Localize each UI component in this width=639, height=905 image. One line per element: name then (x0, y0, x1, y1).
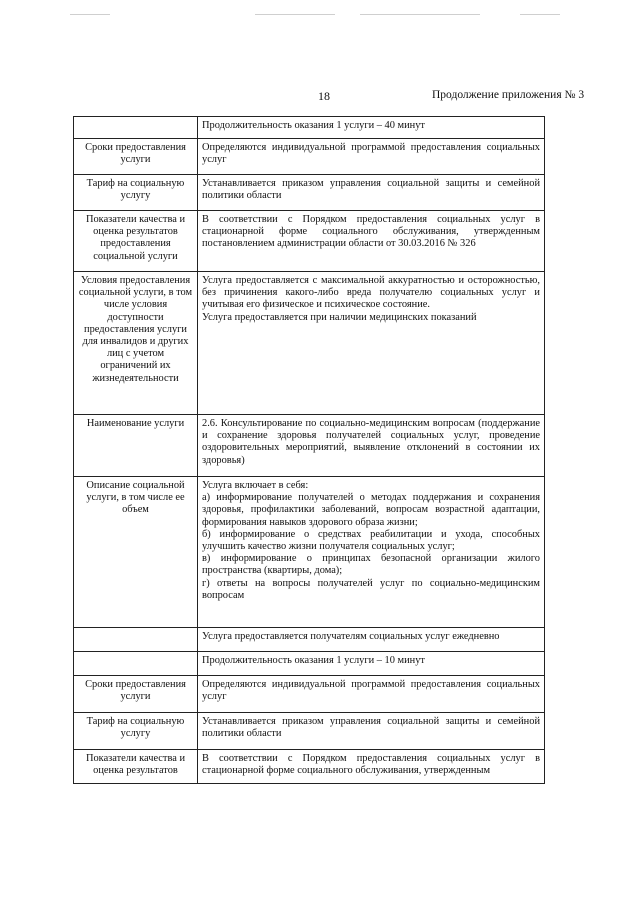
value-paragraph: 2.6. Консультирование по социально-медицинским вопросам (поддержание и сохранение здоровья получателей социальных услуг, проведение оздоровительных мероприятий, выявление отклонений в состоянии их здоровья) (202, 418, 540, 466)
row-label: Сроки предоставления услуги (74, 676, 198, 713)
table-row (74, 211, 545, 272)
row-value (198, 175, 545, 211)
value-paragraph: Устанавливается приказом управления социальной защиты и семейной политики области (202, 178, 540, 202)
row-value (198, 713, 545, 750)
row-label (74, 628, 198, 652)
row-value (198, 117, 545, 139)
table-row (74, 272, 545, 415)
value-paragraph: В соответствии с Порядком предоставления социальных услуг в стационарной форме социального обслуживания, утвержденным постановлением администрации области от 30.03.2016 № 326 (202, 214, 540, 250)
page-number: 18 (318, 89, 330, 103)
value-paragraph: Услуга включает в себя: (202, 480, 309, 491)
scan-artifact-line (255, 14, 335, 15)
row-value (198, 272, 545, 415)
table-row (74, 713, 545, 750)
row-label: Наименование услуги (74, 415, 198, 477)
value-paragraph: Устанавливается приказом управления социальной защиты и семейной политики области (202, 716, 540, 740)
row-value (198, 750, 545, 784)
scan-artifact-line (360, 14, 480, 15)
row-label (74, 117, 198, 139)
row-label: Показатели качества и оценка результатов (74, 750, 198, 784)
table-row (74, 415, 545, 477)
row-value (198, 477, 545, 628)
value-paragraph: Продолжительность оказания 1 услуги – 10 минут (202, 655, 425, 666)
row-value (198, 676, 545, 713)
value-paragraph: г) ответы на вопросы получателей услуг по социально-медицинским вопросам (202, 577, 540, 601)
service-table (73, 116, 545, 784)
row-value (198, 211, 545, 272)
scan-artifact-line (520, 14, 560, 15)
value-paragraph: Продолжительность оказания 1 услуги – 40 минут (202, 120, 425, 131)
value-paragraph: б) информирование о средствах реабилитации и ухода, способных улучшить качество жизни получателя социальных услуг; (202, 528, 540, 553)
row-value (198, 139, 545, 175)
row-value (198, 415, 545, 477)
value-paragraph: Определяются индивидуальной программой предоставления социальных услуг (202, 679, 540, 703)
row-label: Тариф на социальную услугу (74, 713, 198, 750)
row-label: Условия предоставления социальной услуги, в том числе условия доступности предоставления услуги для инвалидов и других лиц с учетом ограничений их жизнедеятельности (74, 272, 198, 415)
row-label: Показатели качества и оценка результатов предоставления социальной услуги (74, 211, 198, 272)
value-paragraph: Услуга предоставляется с максимальной аккуратностью и осторожностью, без причинения какого-либо вреда получателю социальных услуг и учитывая его физическое и психическое состояние. (202, 275, 540, 311)
table-row (74, 477, 545, 628)
value-paragraph: Определяются индивидуальной программой предоставления социальных услуг (202, 142, 540, 166)
value-paragraph: в) информирование о принципах безопасной организации жилого пространства (квартиры, дома); (202, 553, 540, 577)
row-label (74, 652, 198, 676)
row-label: Описание социальной услуги, в том числе ее объем (74, 477, 198, 628)
value-paragraph: Услуга предоставляется при наличии медицинских показаний (202, 311, 477, 323)
table-row (74, 750, 545, 784)
row-label: Тариф на социальную услугу (74, 175, 198, 211)
table-row (74, 139, 545, 175)
scan-artifact-line (70, 14, 110, 15)
table-row (74, 652, 545, 676)
value-paragraph: а) информирование получателей о методах поддержания и сохранения здоровья, профилактики заболеваний, вопросам возрастной адаптации, формирования навыков здорового образа жизни; (202, 492, 540, 528)
table-row (74, 628, 545, 652)
appendix-note: Продолжение приложения № 3 (432, 89, 585, 101)
table-row (74, 117, 545, 139)
row-label: Сроки предоставления услуги (74, 139, 198, 175)
value-paragraph: В соответствии с Порядком предоставления социальных услуг в стационарной форме социального обслуживания, утвержденным (202, 753, 540, 777)
row-value (198, 652, 545, 676)
value-paragraph: Услуга предоставляется получателям социальных услуг ежедневно (202, 631, 500, 642)
row-value (198, 628, 545, 652)
table-row (74, 676, 545, 713)
table-row (74, 175, 545, 211)
